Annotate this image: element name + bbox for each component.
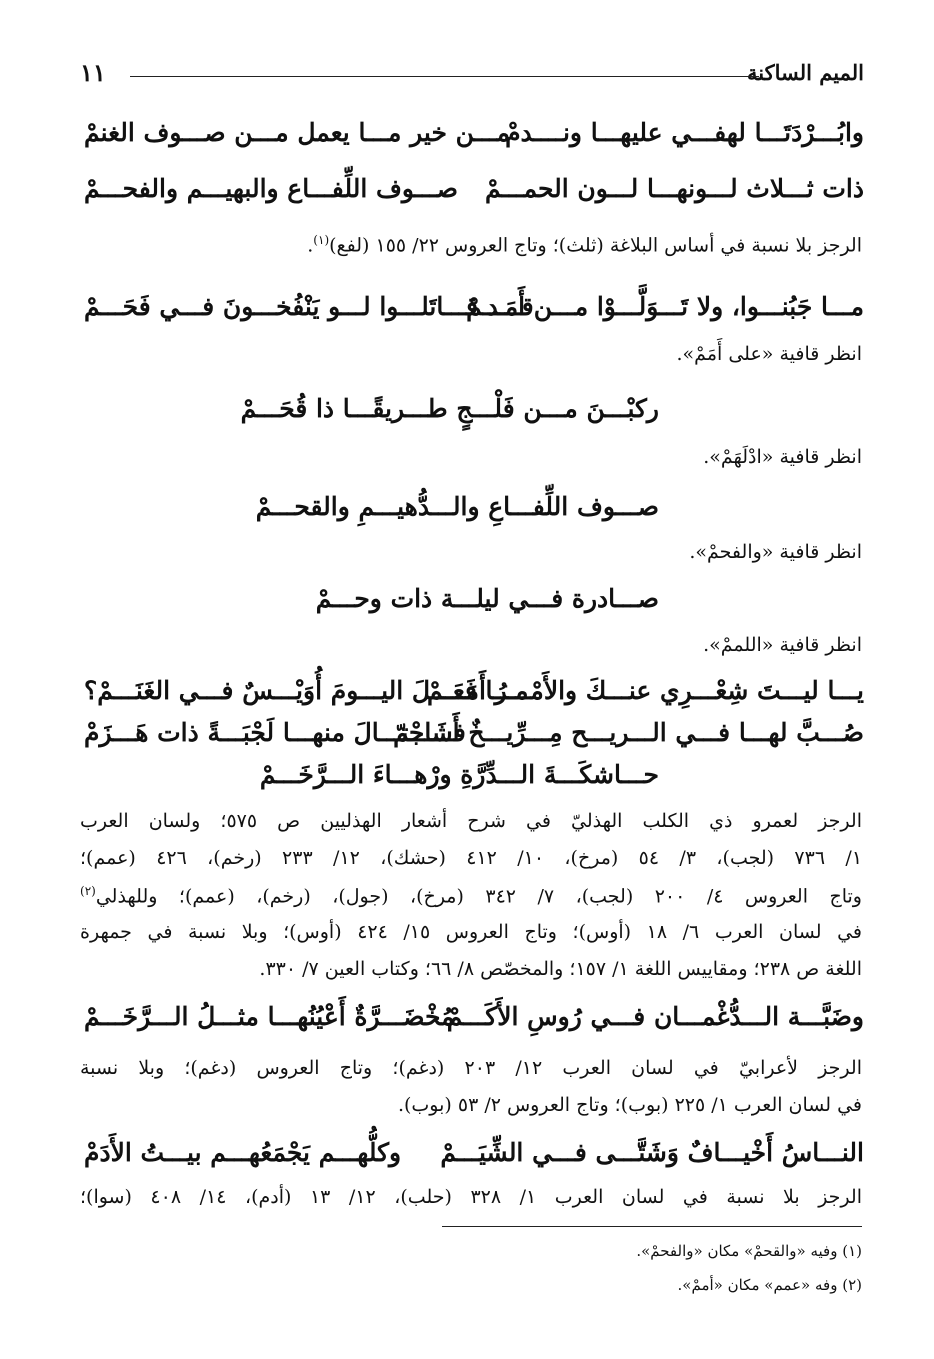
footnote-separator [442,1226,862,1227]
verse-5-first-hemistich: صُـــبَّ لهـــا فـــي الـــريـــح مِـــرِّيـــخٌ أَشَـــمّ [393,718,864,747]
source-prose-2-line-1: الرجز لأعرابيّ في لسان العرب ١٢/ ٢٠٣ (دغم)؛ وتاج العروس (دغم)؛ وبلا نسبة [80,1057,862,1079]
verse-7-first-hemistich: النـــاسُ أَخْيـــافٌ وَشَتَّـــى فـــي الشِّيَـــمْ [440,1138,864,1167]
cross-reference-1: انظر قافية «على أَمَمْ». [676,343,862,365]
footnote-ref-1[interactable]: (١) [313,233,330,247]
page-number: ١١ [80,58,106,87]
chapter-title: الميم الساكنة [747,60,864,85]
verse-1-second-hemistich: مـــن خير مـــا يعمل مـــن صـــوف الغنمْ [84,118,511,147]
verse-2-first-hemistich: ذات ثـــلاث لـــونهـــا لـــون الحمـــمْ [484,174,864,203]
single-verse-4: حـــاشكَـــةَ الـــدِّرَّةِ ورْهـــاءَ الـــرَّخَـــمْ [259,760,659,789]
single-verse-1: ركبْـــنَ مـــن فَلْـــجٍ طـــريقًـــا ذا قُحَـــمْ [240,394,659,423]
source-prose-1-line-4: في لسان العرب ٦/ ١٨ (أوس)؛ وتاج العروس ١٥/ ٤٢٤ (أوس)؛ وبلا نسبة في جمهرة [80,921,862,943]
verse-7-second-hemistich: وكلُّهـــم يَجْمَعُهـــم بيـــتُ الأَدَمْ [84,1138,402,1167]
verse-4-second-hemistich: مـــا فَعَـــلَ اليـــومَ أُوَيْـــسٌ فـــي الغَنَـــمْ؟ [84,676,529,705]
cross-reference-3: انظر قافية «والفحمْ». [689,541,862,563]
footnote-1: (١) وفيه «والقحمْ» مكان «والفحمْ». [636,1242,862,1260]
source-prose-3: الرجز بلا نسبة في لسان العرب ١/ ٣٢٨ (حلب)، ١٢/ ١٣ (أدم)، ١٤/ ٤٠٨ (سوا)؛ [80,1186,862,1208]
verse-5-second-hemistich: فـــاجْتـــالَ منهـــا لَجْبَـــةً ذات هَـــزَمْ [84,718,466,747]
cross-reference-2: انظر قافية «ادْلَهَمْ». [703,446,862,468]
footnote-2: (٢) وفه «عمم» مكان «أممْ». [677,1276,862,1294]
footnote-ref-2[interactable]: (٢) [80,884,96,898]
single-verse-3: صـــادرة فـــي ليلـــة ذات وحـــمْ [315,584,659,613]
source-note-1: الرجز بلا نسبة في أساس البلاغة (ثلث)؛ وتاج العروس ٢٢/ ١٥٥ (لفع)$^{(١)}$. [307,233,862,257]
verse-3-first-hemistich: مـــا جَبُنـــوا، ولا تَـــوَلَّـــوْا مـــن أَمَـــمْ [466,292,864,321]
source-prose-1-line-1: الرجز لعمرو ذي الكلب الهذليّ في شرح أشعار الهذليين ص ٥٧٥؛ ولسان العرب [80,810,862,832]
verse-1-first-hemistich: وابُـــرْدَتَـــا لهفـــي عليهـــا ونــــدمْ [505,118,864,147]
source-prose-1-line-5: اللغة ص ٢٣٨؛ ومقاييس اللغة ١/ ١٥٧؛ والمخصّص ٨/ ٦٦؛ وكتاب العين ٧/ ٣٣٠. [259,958,862,980]
source-prose-2-line-2: في لسان العرب ١/ ٢٢٥ (بوب)؛ وتاج العروس ٢/ ٥٣ (بوب). [397,1094,862,1116]
verse-6-first-hemistich: وضَبَّـــة الـــدُّغْمـــان فـــي رُوسِ الأَكَـــمْ [446,1002,864,1031]
verse-2-second-hemistich: صـــوف اللِّفـــاع والبهيـــم والفحـــمْ [84,174,459,203]
cross-reference-4: انظر قافية «اللممْ». [703,634,862,656]
verse-6-second-hemistich: مُخْضَـــرَّةٌ أَعْيُنُهـــا مثـــلُ الـــرَّخَـــمْ [84,1002,455,1031]
source-prose-1-line-2: ١/ ٧٣٦ (لجب)، ٣/ ٥٤ (مرخ)، ١٠/ ٤١٢ (حشك)، ١٢/ ٢٣٣ (رخم)، ٤٢٦ (عمم)؛ [80,847,863,869]
running-header [80,58,864,94]
single-verse-2: صـــوف اللِّفـــاعِ والـــدُّهيـــمِ والقحـــمْ [255,492,659,521]
verse-4-first-hemistich: يـــا ليـــتَ شِعْـــرِي عنـــكَ والأَمْـــرُ أَمَـــمْ [427,676,864,705]
source-prose-1-line-3: وتاج العروس ٤/ ٢٠٠ (لجب)، ٧/ ٣٤٢ (مرخ)، (جول)، (رخم)، (عمم)؛ وللهذلي$^{(٢)}$ [80,884,862,908]
header-rule [130,76,759,77]
verse-3-second-hemistich: قـــد قـــاتَلـــوا لـــو يَنْفُخـــونَ فـــي فَحَـــمْ [84,292,534,321]
